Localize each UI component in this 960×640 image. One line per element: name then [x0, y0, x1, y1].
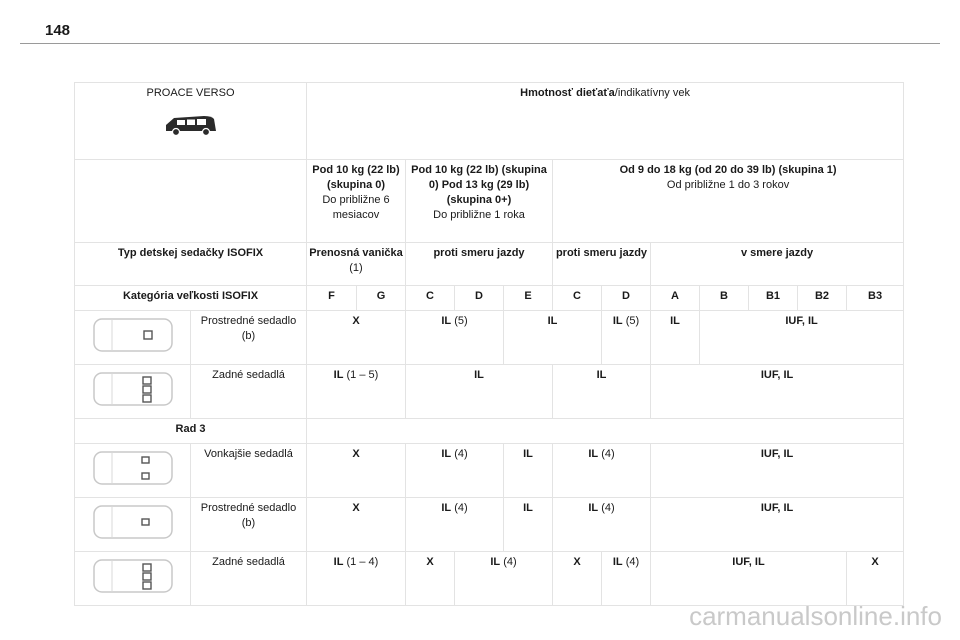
car-top-view-icon [90, 556, 176, 596]
table-header-row [75, 83, 904, 160]
seat-label: Zadné sedadlá [191, 552, 307, 606]
cell-value: X [847, 552, 904, 606]
row-3-header [75, 419, 904, 444]
size-class-row [75, 286, 904, 311]
cell-value: IL [504, 311, 602, 365]
cell-value: IUF, IL [700, 311, 904, 365]
cell-value: IUF, IL [651, 552, 847, 606]
size-f: F [307, 286, 357, 311]
cell-value: IL [504, 444, 553, 498]
size-e: E [504, 286, 553, 311]
seat-type-rearward-1: proti smeru jazdy [406, 243, 553, 286]
carrycot-label: Prenosná vanička [309, 247, 403, 259]
cell-value: IUF, IL [651, 498, 904, 552]
car-top-view-icon [90, 315, 176, 355]
table-row [75, 444, 904, 498]
weight-label: Hmotnosť dieťaťa [520, 87, 615, 99]
cell-value: X [307, 444, 406, 498]
seat-diagram-cell [75, 498, 191, 552]
cell-value: IL (5) [602, 311, 651, 365]
size-b2: B2 [798, 286, 847, 311]
table-row [75, 365, 904, 419]
seat-type-forward: v smere jazdy [651, 243, 904, 286]
seat-diagram-cell [75, 365, 191, 419]
car-top-view-icon [90, 369, 176, 409]
cell-value: IL (4) [553, 444, 651, 498]
size-c2: C [553, 286, 602, 311]
seat-diagram-cell [75, 311, 191, 365]
group-0-title: Pod 10 kg (22 lb) (skupina 0) [312, 164, 400, 191]
size-b1: B1 [749, 286, 798, 311]
isofix-table [74, 82, 904, 606]
seat-diagram-cell [75, 444, 191, 498]
cell-value: IL [504, 498, 553, 552]
group-1-age: Od približne 1 do 3 rokov [666, 179, 790, 191]
group-0plus-cell [406, 160, 553, 243]
weight-header-cell [307, 83, 904, 160]
size-class-label: Kategória veľkosti ISOFIX [75, 286, 307, 311]
table-row [75, 498, 904, 552]
model-name: PROACE VERSO [146, 87, 235, 99]
cell-value: IUF, IL [651, 365, 904, 419]
row-3-label: Rad 3 [75, 419, 307, 444]
table-row [75, 552, 904, 606]
cell-value: X [406, 552, 455, 606]
cell-value: IL (4) [602, 552, 651, 606]
empty-cell [75, 160, 307, 243]
page-number: 148 [45, 22, 71, 39]
cell-value: IUF, IL [651, 444, 904, 498]
size-a: A [651, 286, 700, 311]
seat-type-label: Typ detskej sedačky ISOFIX [75, 243, 307, 286]
car-top-view-icon [90, 448, 176, 488]
size-d: D [455, 286, 504, 311]
group-0-age: Do približne 6 mesiacov [322, 194, 390, 221]
seat-type-carrycot [307, 243, 406, 286]
cell-value: IL (4) [553, 498, 651, 552]
watermark: carmanualsonline.info [689, 601, 942, 631]
seat-type-row [75, 243, 904, 286]
size-b: B [700, 286, 749, 311]
cell-value: IL (4) [406, 444, 504, 498]
cell-value: X [553, 552, 602, 606]
groups-row [75, 160, 904, 243]
cell-value: IL (1 – 5) [307, 365, 406, 419]
group-0plus-age: Do približne 1 roka [433, 209, 525, 221]
cell-value: IL [651, 311, 700, 365]
cell-value: IL (4) [406, 498, 504, 552]
empty-cell [307, 419, 904, 444]
cell-value: IL [553, 365, 651, 419]
group-0-cell [307, 160, 406, 243]
seat-diagram-cell [75, 552, 191, 606]
van-icon [164, 111, 218, 141]
seat-label: Zadné sedadlá [191, 365, 307, 419]
size-c: C [406, 286, 455, 311]
car-top-view-icon [90, 502, 176, 542]
cell-value: IL (4) [455, 552, 553, 606]
seat-type-rearward-2: proti smeru jazdy [553, 243, 651, 286]
carrycot-note: (1) [349, 262, 363, 274]
seat-label: Prostredné sedadlo (b) [191, 498, 307, 552]
header-rule [20, 43, 940, 44]
weight-sub: /indikatívny vek [614, 87, 690, 99]
seat-label: Vonkajšie sedadlá [191, 444, 307, 498]
group-1-cell [553, 160, 904, 243]
model-cell [75, 83, 307, 160]
seat-label: Prostredné sedadlo (b) [191, 311, 307, 365]
group-0plus-title: Pod 10 kg (22 lb) (skupina 0) Pod 13 kg (29 lb) (skupina 0+) [411, 164, 547, 206]
cell-value: X [307, 311, 406, 365]
size-b3: B3 [847, 286, 904, 311]
table-row [75, 311, 904, 365]
size-d2: D [602, 286, 651, 311]
cell-value: IL (1 – 4) [307, 552, 406, 606]
cell-value: X [307, 498, 406, 552]
cell-value: IL (5) [406, 311, 504, 365]
size-g: G [357, 286, 406, 311]
cell-value: IL [406, 365, 553, 419]
group-1-title: Od 9 do 18 kg (od 20 do 39 lb) (skupina 1) [619, 164, 837, 176]
